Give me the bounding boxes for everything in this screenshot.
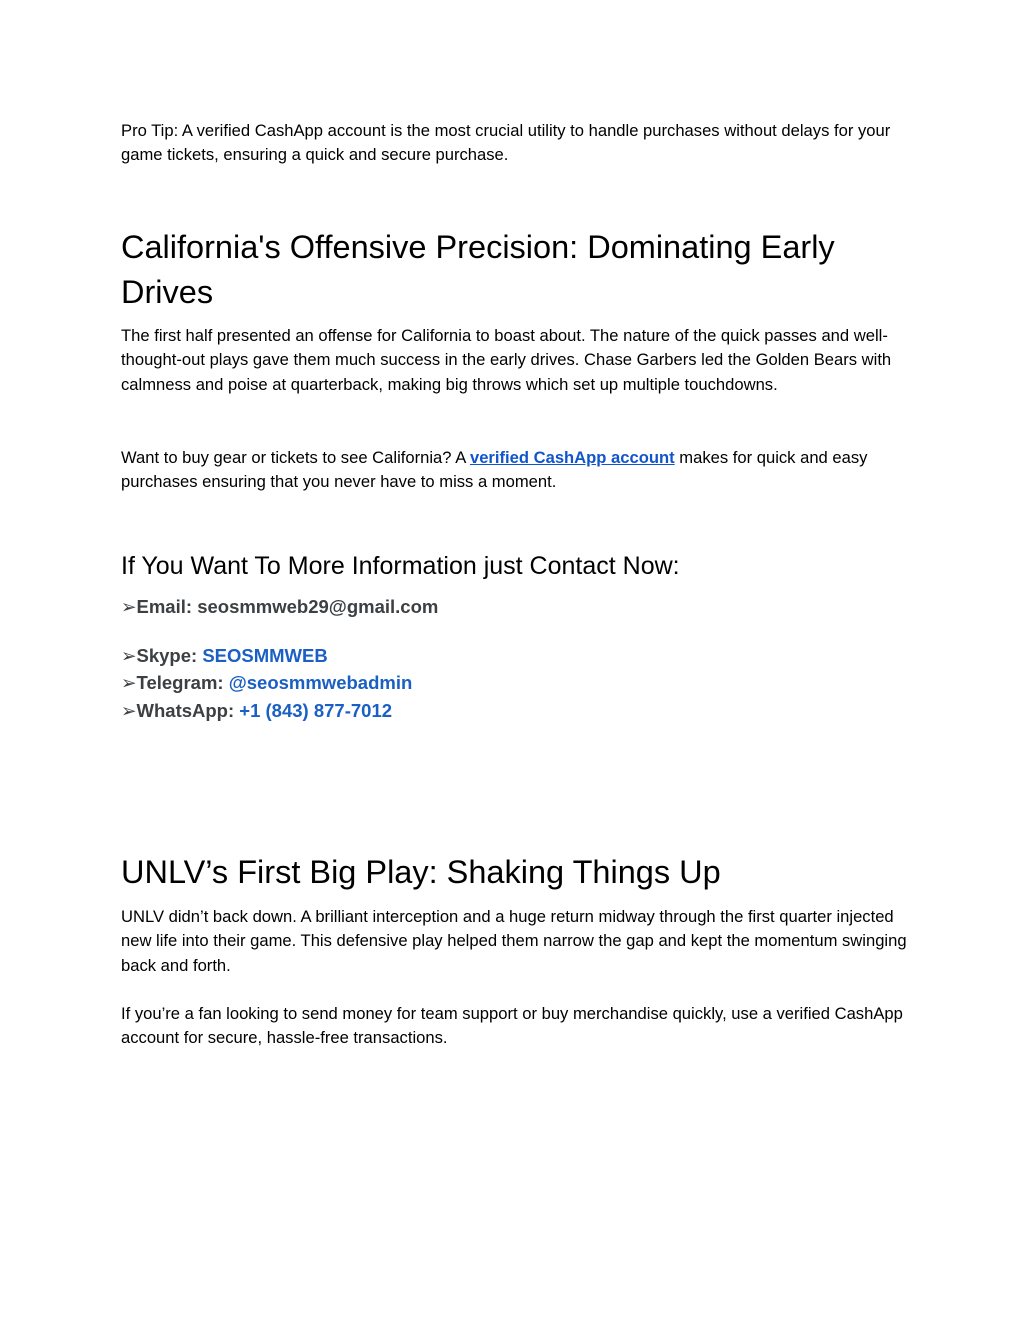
pro-tip-paragraph: Pro Tip: A verified CashApp account is the most crucial utility to handle purchases without delays for your game tickets, ensuring a quick and secure purchase. bbox=[121, 121, 891, 165]
paragraph-text-after: makes for quick and easy purchases ensuring that you never have to miss a moment. bbox=[121, 448, 868, 492]
section2-heading: UNLV’s First Big Play: Shaking Things Up bbox=[121, 854, 721, 890]
telegram-link[interactable]: @seosmmwebadmin bbox=[228, 672, 413, 693]
contact-heading: If You Want To More Information just Contact Now: bbox=[121, 552, 680, 580]
section1-paragraph: The first half presented an offense for California to boast about. The nature of the quick passes and well-thought-out plays gave them much success in the early drives. Chase Garbers led the Golden Bears with calmness and poise at quarterback, making big throws which set up multiple touchdowns. bbox=[121, 326, 892, 394]
telegram-label: Telegram: bbox=[136, 672, 229, 693]
contact-skype-line bbox=[121, 643, 328, 670]
arrow-bullet-icon: ➢ bbox=[121, 597, 137, 618]
skype-label: Skype: bbox=[136, 645, 203, 666]
paragraph-text-before: Want to buy gear or tickets to see California? A bbox=[121, 448, 470, 467]
section1-cashapp-paragraph bbox=[121, 446, 911, 495]
arrow-bullet-icon: ➢ bbox=[121, 701, 137, 722]
email-value[interactable]: seosmmweb29@gmail.com bbox=[197, 596, 439, 617]
arrow-bullet-icon: ➢ bbox=[121, 646, 137, 667]
email-label: Email: bbox=[136, 596, 198, 617]
arrow-bullet-icon: ➢ bbox=[121, 673, 137, 694]
whatsapp-label: WhatsApp: bbox=[136, 700, 240, 721]
skype-link[interactable]: SEOSMMWEB bbox=[202, 645, 328, 666]
whatsapp-link[interactable]: +1 (843) 877-7012 bbox=[239, 700, 393, 721]
section2-cashapp-paragraph: If you’re a fan looking to send money for team support or buy merchandise quickly, use a verified CashApp account for secure, hassle-free transactions. bbox=[121, 1004, 903, 1048]
contact-email-line bbox=[121, 594, 438, 621]
contact-telegram-line bbox=[121, 670, 412, 697]
section2-paragraph: UNLV didn’t back down. A brilliant interception and a huge return midway through the first quarter injected new life into their game. This defensive play helped them narrow the gap and kept the momentum swinging back and forth. bbox=[121, 907, 907, 975]
section1-heading: California's Offensive Precision: Dominating Early Drives bbox=[121, 229, 835, 310]
contact-whatsapp-line bbox=[121, 698, 392, 725]
verified-cashapp-link[interactable]: verified CashApp account bbox=[469, 448, 675, 467]
